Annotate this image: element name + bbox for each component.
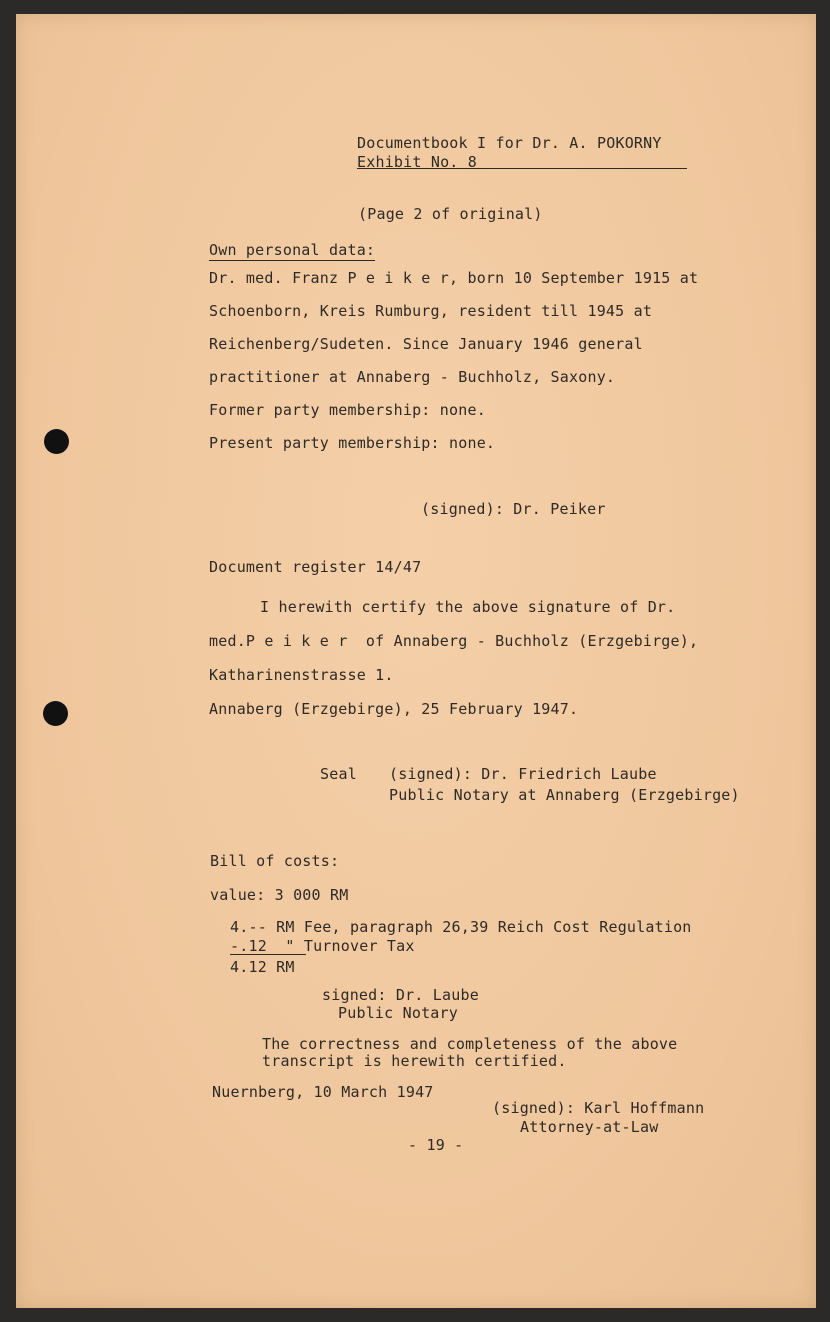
register-line: I herewith certify the above signature of Dr.	[260, 598, 676, 616]
personal-line: Reichenberg/Sudeten. Since January 1946 general	[209, 335, 643, 353]
hoffmann-title: Attorney-at-Law	[520, 1118, 659, 1136]
register-title: Document register 14/47	[209, 558, 422, 576]
peiker-signature: (signed): Dr. Peiker	[421, 500, 606, 518]
certification-place-date: Nuernberg, 10 March 1947	[212, 1083, 434, 1101]
costs-signed-title: Public Notary	[338, 1004, 458, 1022]
laube-title: Public Notary at Annaberg (Erzgebirge)	[389, 786, 740, 804]
page-number: - 19 -	[408, 1136, 464, 1154]
costs-total: 4.12 RM	[230, 958, 295, 976]
tax-line: -.12 " Turnover Tax	[230, 937, 415, 955]
personal-line: practitioner at Annaberg - Buchholz, Saxony.	[209, 368, 616, 386]
personal-data-heading: Own personal data:	[209, 241, 376, 259]
costs-value: value: 3 000 RM	[210, 886, 349, 904]
punch-hole-top	[44, 429, 69, 454]
certification-line: The correctness and completeness of the above	[262, 1035, 678, 1053]
certification-line: transcript is herewith certified.	[262, 1052, 567, 1070]
tax-underline	[230, 954, 306, 955]
exhibit-number: Exhibit No. 8	[357, 153, 477, 171]
personal-line: Schoenborn, Kreis Rumburg, resident till 1945 at	[209, 302, 653, 320]
fee-line: 4.-- RM Fee, paragraph 26,39 Reich Cost Regulation	[230, 918, 692, 936]
personal-line: Dr. med. Franz P e i k e r, born 10 September 1915 at	[209, 269, 699, 287]
register-line: Annaberg (Erzgebirge), 25 February 1947.	[209, 700, 579, 718]
register-line: med.P e i k e r of Annaberg - Buchholz (Erzgebirge),	[209, 632, 699, 650]
laube-signature: (signed): Dr. Friedrich Laube	[389, 765, 657, 783]
header-underline	[357, 168, 687, 169]
register-line: Katharinenstrasse 1.	[209, 666, 394, 684]
page-note: (Page 2 of original)	[358, 205, 543, 223]
punch-hole-bottom	[43, 701, 68, 726]
seal-label: Seal	[320, 765, 357, 783]
personal-line: Former party membership: none.	[209, 401, 486, 419]
costs-heading: Bill of costs:	[210, 852, 340, 870]
document-book-title: Documentbook I for Dr. A. POKORNY	[357, 134, 662, 152]
costs-signed: signed: Dr. Laube	[322, 986, 479, 1004]
hoffmann-signature: (signed): Karl Hoffmann	[492, 1099, 705, 1117]
personal-line: Present party membership: none.	[209, 434, 496, 452]
